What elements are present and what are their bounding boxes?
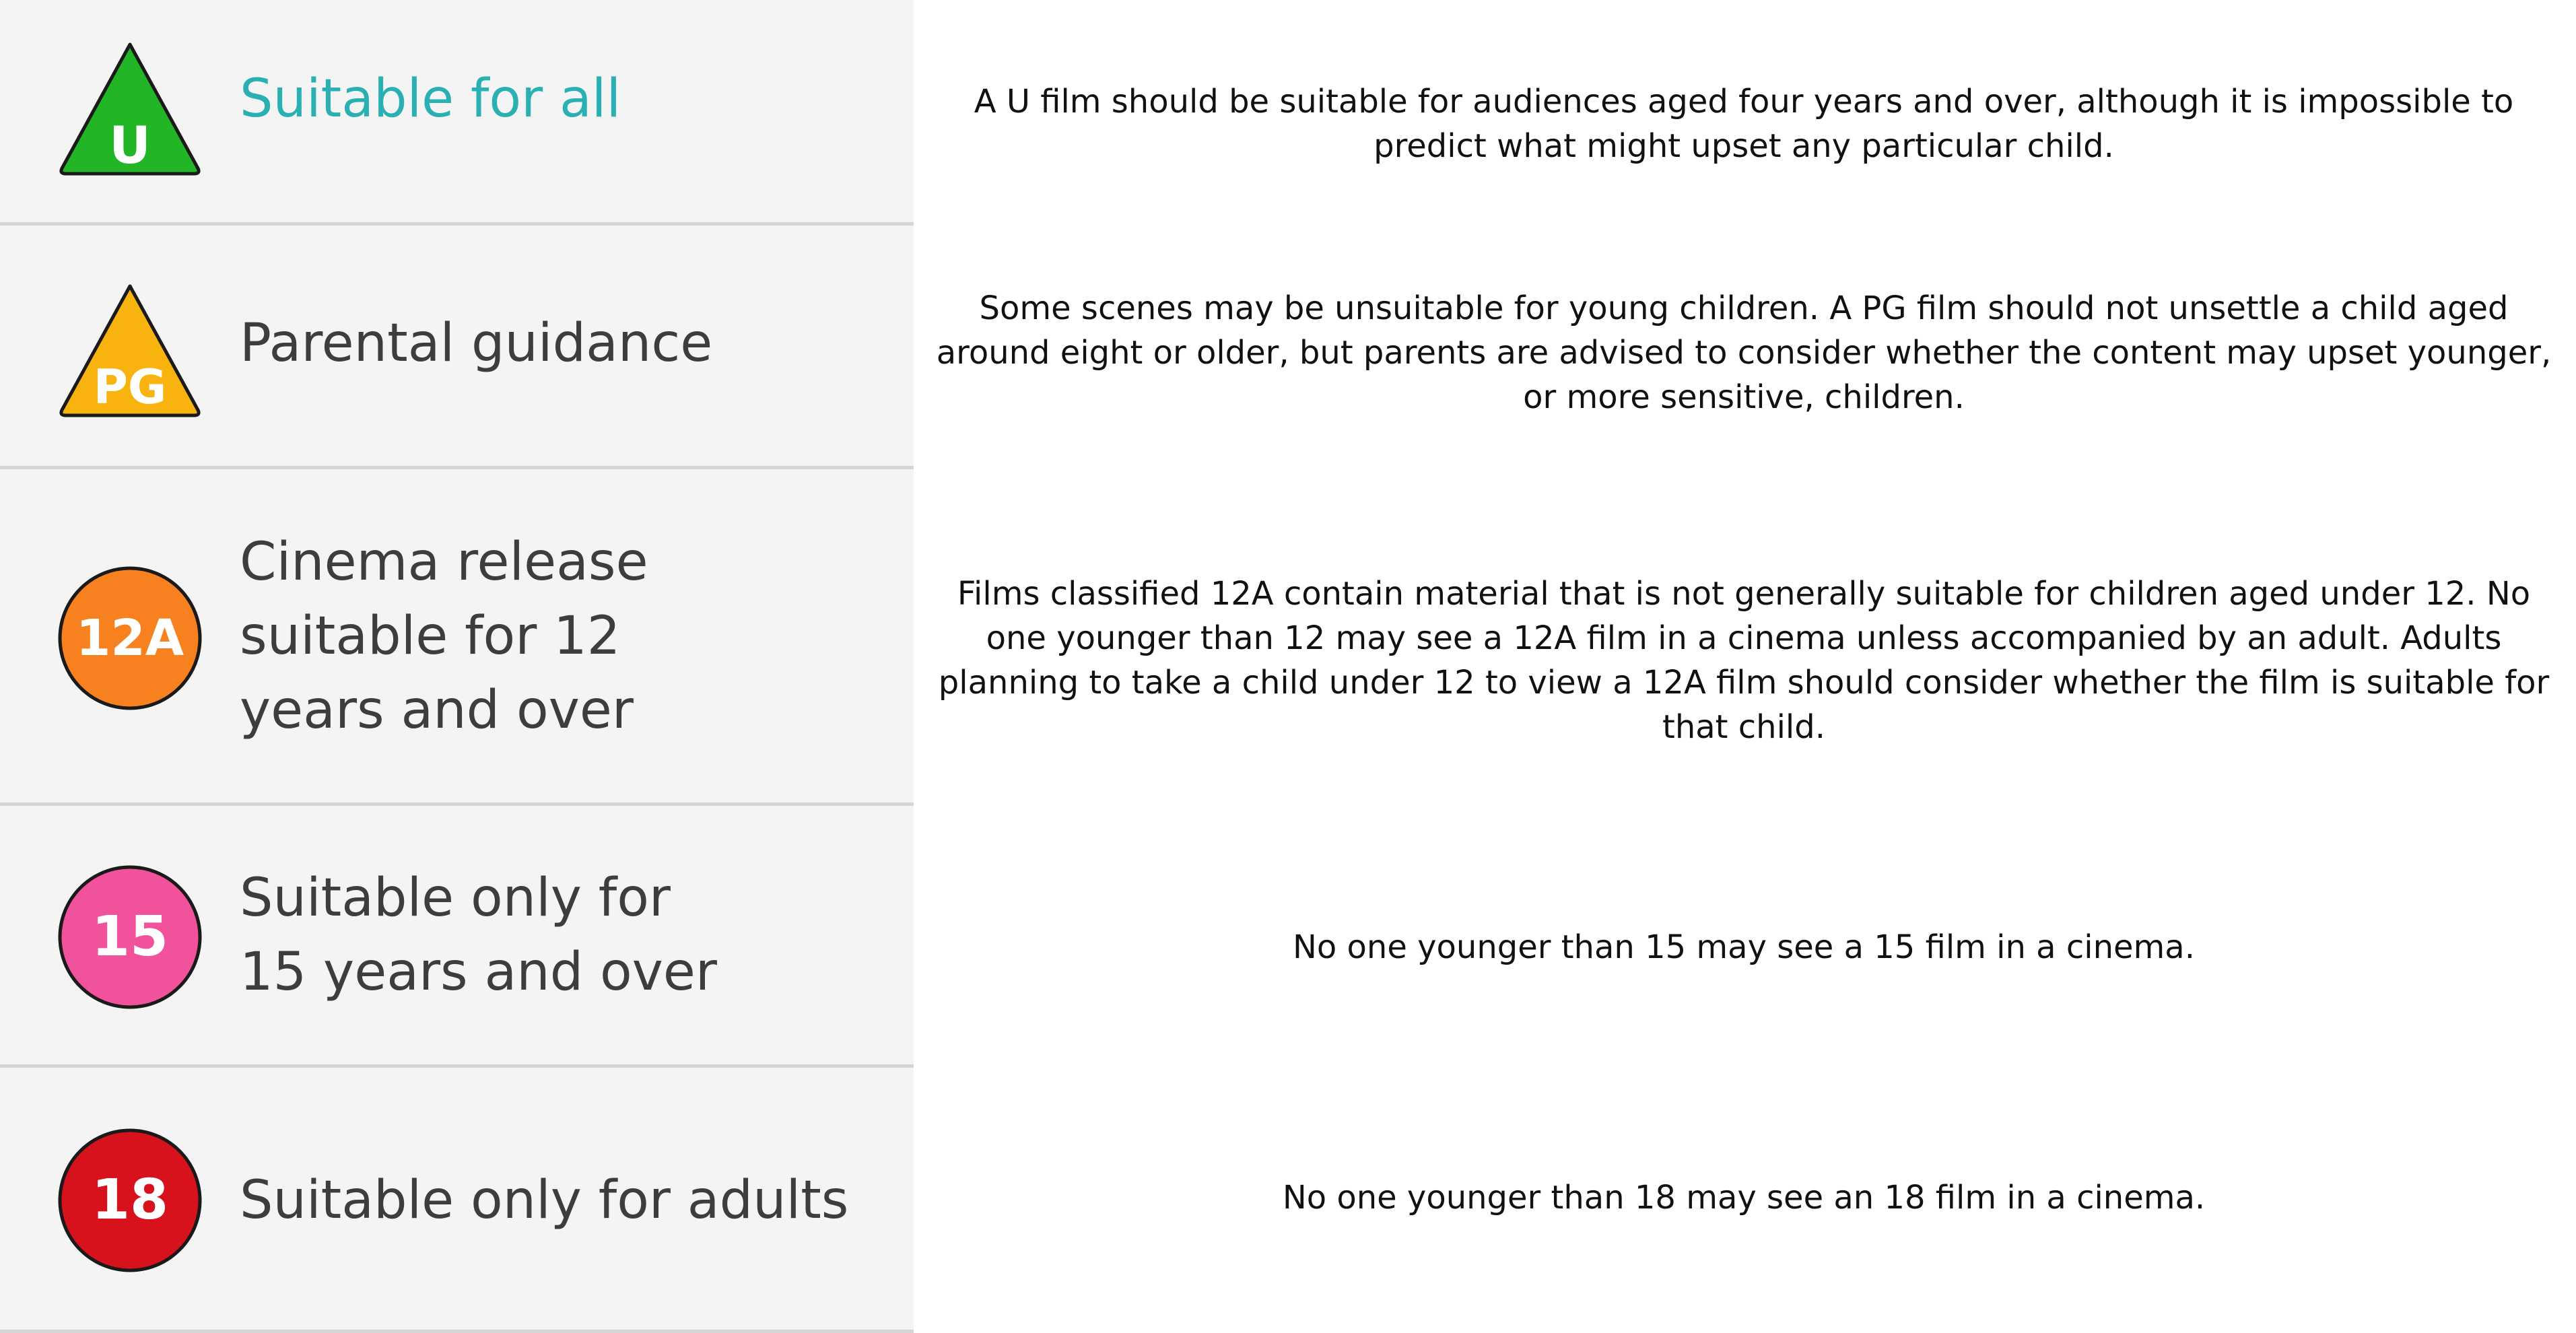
pg-rating-badge-icon (55, 279, 205, 429)
12a-rating-badge-icon (55, 563, 205, 713)
pg-badge-text: PG (93, 360, 167, 415)
rating-title-12a: Cinema release suitable for 12 years and over (240, 532, 648, 741)
rating-row-15 (0, 806, 2576, 1068)
15-rating-badge-icon (55, 862, 205, 1012)
rating-row-u (0, 0, 2576, 226)
rating-description-18: No one younger than 18 may see an 18 film in a cinema. (1282, 1179, 2206, 1217)
18-badge-text: 18 (91, 1168, 169, 1232)
rating-title-u: Suitable for all (240, 69, 621, 129)
u-rating-badge-icon (55, 38, 205, 187)
rating-title-15: Suitable only for 15 years and over (240, 868, 717, 1002)
15-badge-text: 15 (91, 905, 169, 969)
rating-row-18 (0, 1068, 2576, 1333)
rating-row-pg (0, 226, 2576, 469)
rating-row-12a (0, 469, 2576, 806)
rating-description-u: A U film should be suitable for audiences aged four years and over, although it is impossible to predict what might upset any particular child. (974, 83, 2514, 165)
rating-title-18: Suitable only for adults (240, 1170, 849, 1231)
u-badge-text: U (109, 115, 151, 175)
rating-description-15: No one younger than 15 may see a 15 film in a cinema. (1293, 928, 2195, 966)
rating-description-pg: Some scenes may be unsuitable for young children. A PG film should not unsettle a child aged around eight or older, but parents are advised to consider whether the content may upset younger, or more sensitive, children. (936, 289, 2552, 416)
rating-title-pg: Parental guidance (240, 313, 713, 374)
rating-description-12a: Films classified 12A contain material that is not generally suitable for children aged under 12. No one younger than 12 may see a 12A film in a cinema unless accompanied by an adult. Adults planning to take a child under 12 to view a 12A film should consider whether the film is suitable for that child. (938, 575, 2550, 746)
18-rating-badge-icon (55, 1126, 205, 1275)
12a-badge-text: 12A (75, 609, 184, 667)
